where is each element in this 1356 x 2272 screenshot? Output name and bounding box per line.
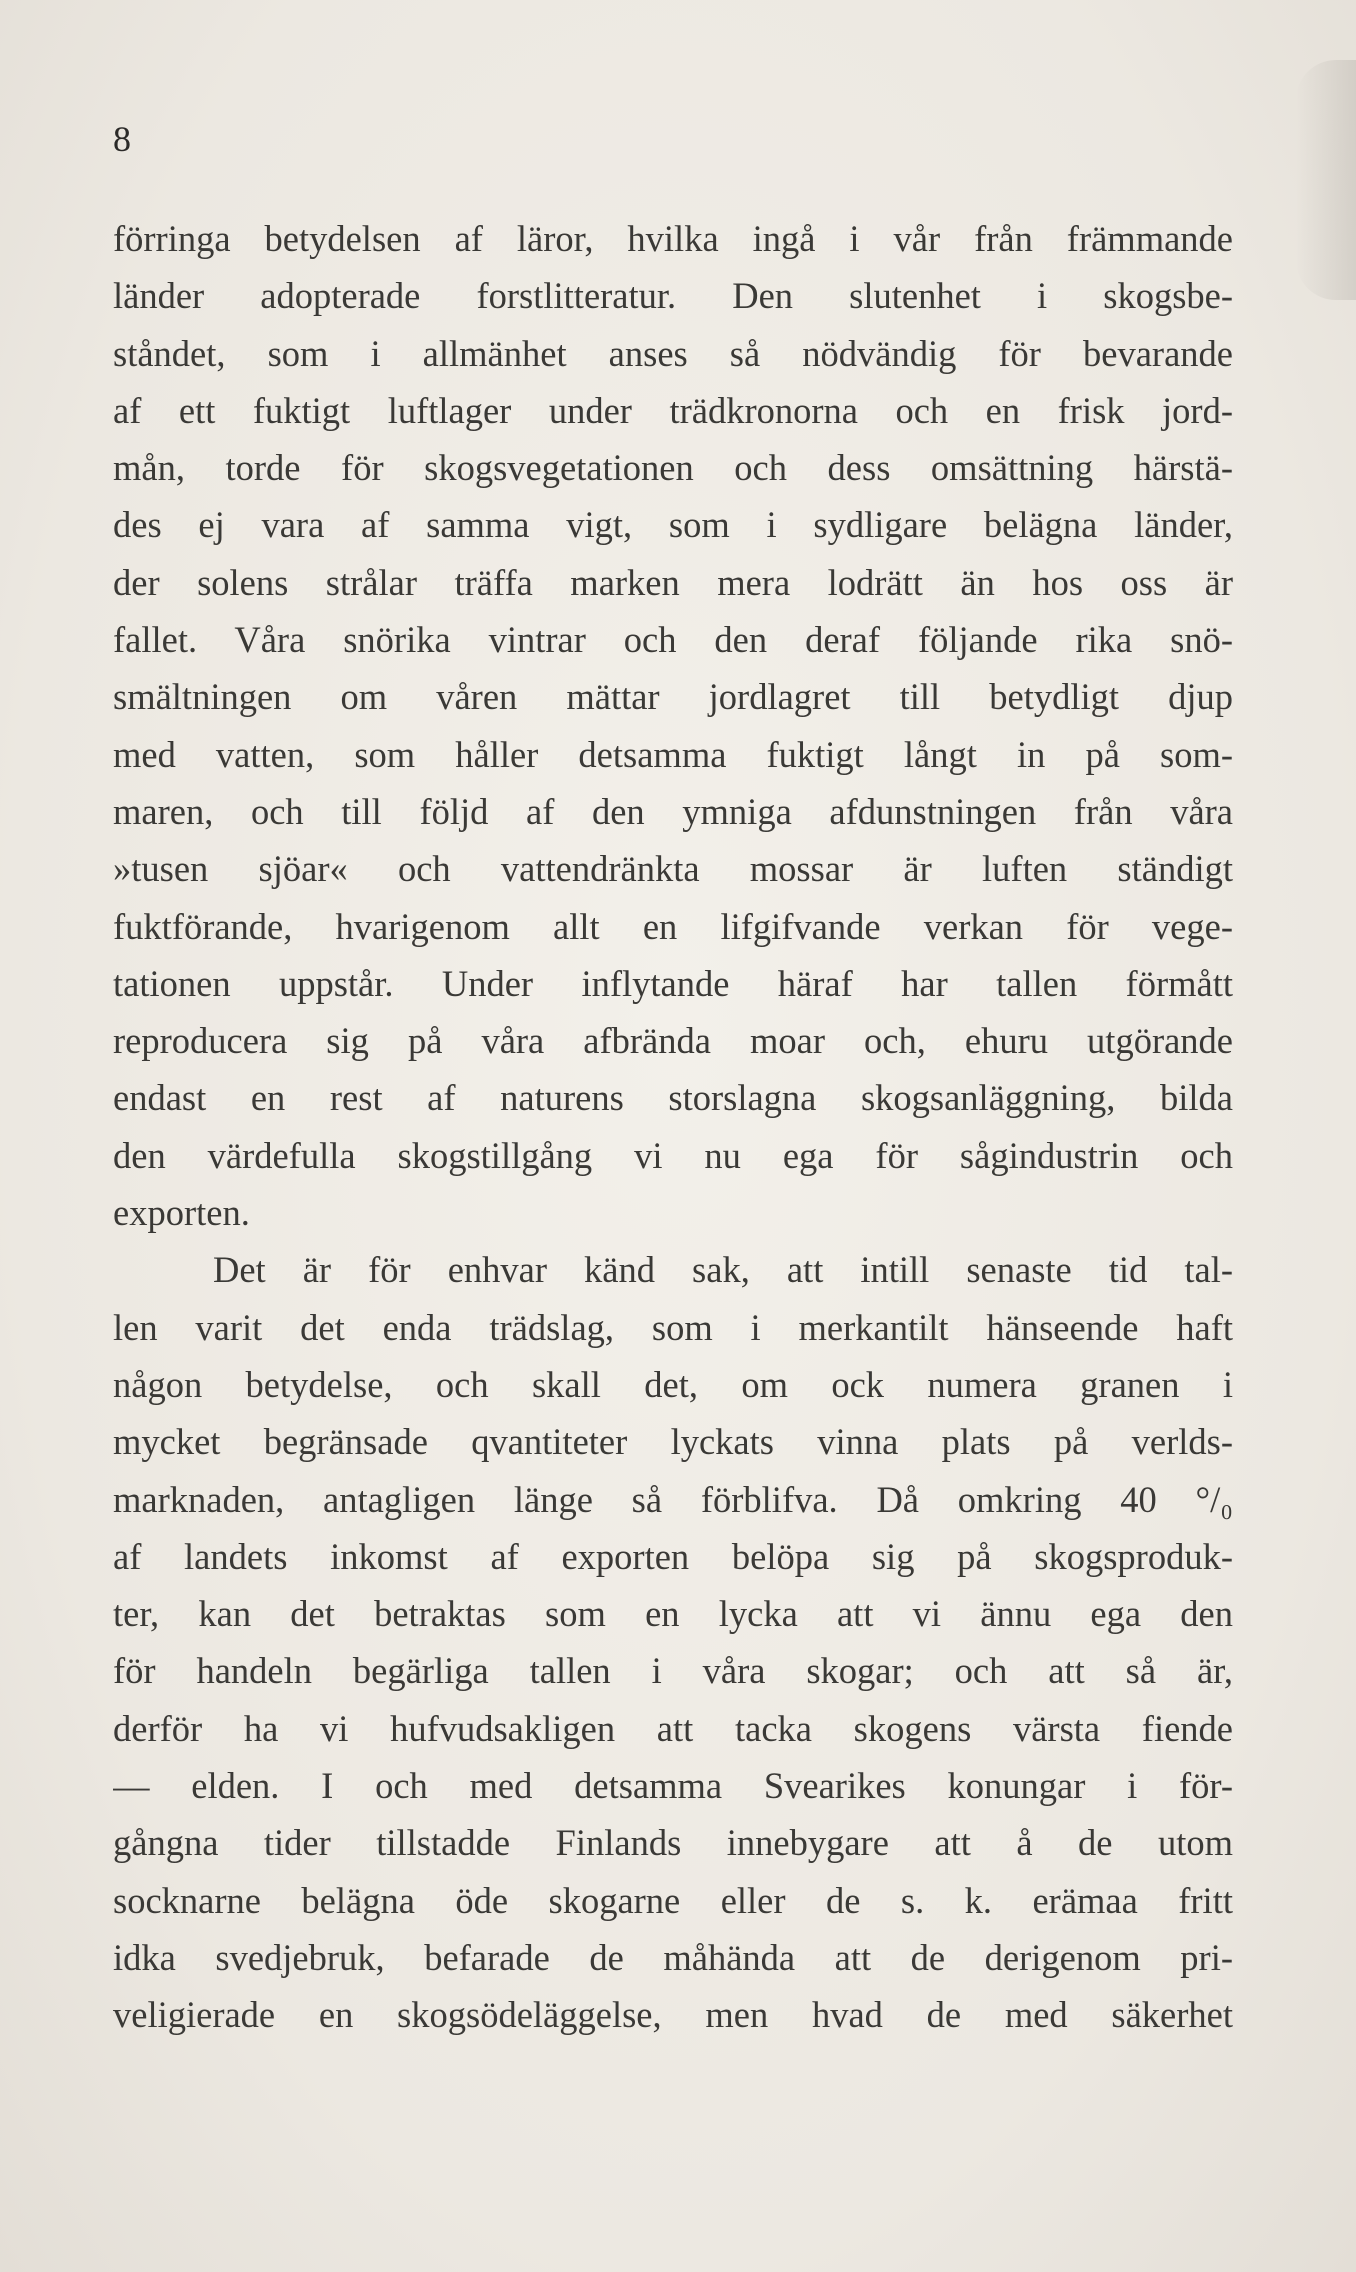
text-line: fuktförande, hvarigenom allt en lifgifvande verkan för vege- (113, 905, 1233, 947)
text-line: ter, kan det betraktas som en lycka att vi ännu ega den (113, 1593, 1233, 1635)
text-line: smältningen om våren mättar jordlagret till betydligt djup (113, 676, 1233, 718)
text-line: den värdefulla skogstillgång vi nu ega för sågindustrin och (113, 1134, 1233, 1176)
paragraph (113, 1241, 1233, 2043)
text-line: socknarne belägna öde skogarne eller de s. k. erämaa fritt (113, 1879, 1233, 1921)
text-line: veligierade en skogsödeläggelse, men hvad de med säkerhet (113, 1994, 1233, 2036)
text-line: förringa betydelsen af läror, hvilka ingå i vår från främmande (113, 218, 1233, 259)
text-line: gångna tider tillstadde Finlands innebygare att å de utom (113, 1822, 1233, 1864)
text-line: Det är för enhvar känd sak, att intill senaste tid tal- (213, 1249, 1233, 1291)
text-line: ståndet, som i allmänhet anses så nödvändig för bevarande (113, 332, 1233, 374)
text-line: mån, torde för skogsvegetationen och dess omsättning härstä- (113, 447, 1233, 489)
text-line: — elden. I och med detsamma Svearikes konungar i för- (113, 1765, 1233, 1807)
text-line: länder adopterade forstlitteratur. Den slutenhet i skogsbe- (113, 275, 1233, 317)
text-line: maren, och till följd af den ymniga afdunstningen från våra (113, 790, 1233, 832)
text-line: tationen uppstår. Under inflytande häraf har tallen förmått (113, 962, 1233, 1004)
text-line: exporten. (113, 1192, 250, 1234)
text-line: endast en rest af naturens storslagna skogsanläggning, bilda (113, 1077, 1233, 1119)
text-line: derför ha vi hufvudsakligen att tacka skogens värsta fiende (113, 1707, 1233, 1749)
paragraph (113, 210, 1233, 1241)
text-line: marknaden, antagligen länge så förblifva. Då omkring 40 °/₀ (113, 1478, 1233, 1520)
text-line: mycket begränsade qvantiteter lyckats vinna plats på verlds- (113, 1421, 1233, 1463)
text-line: fallet. Våra snörika vintrar och den deraf följande rika snö- (113, 619, 1233, 661)
text-line: med vatten, som håller detsamma fuktigt långt in på som- (113, 733, 1233, 775)
text-line: des ej vara af samma vigt, som i sydligare belägna länder, (113, 504, 1233, 546)
page-number: 8 (113, 119, 132, 159)
text-line: någon betydelse, och skall det, om ock numera granen i (113, 1363, 1233, 1405)
text-line: idka svedjebruk, befarade de måhända att de derigenom pri- (113, 1936, 1233, 1978)
text-line: af ett fuktigt luftlager under trädkronorna och en frisk jord- (113, 389, 1233, 431)
text-line: för handeln begärliga tallen i våra skogar; och att så är, (113, 1650, 1233, 1692)
text-line: reproducera sig på våra afbrända moar och, ehuru utgörande (113, 1020, 1233, 1062)
text-line: af landets inkomst af exporten belöpa sig på skogsproduk- (113, 1535, 1233, 1577)
text-line: len varit det enda trädslag, som i merkantilt hänseende haft (113, 1306, 1233, 1348)
page-edge-shadow (1296, 60, 1356, 300)
text-line: »tusen sjöar« och vattendränkta mossar är luften ständigt (113, 848, 1233, 890)
body-text (113, 210, 1233, 2044)
text-line: der solens strålar träffa marken mera lodrätt än hos oss är (113, 561, 1233, 603)
